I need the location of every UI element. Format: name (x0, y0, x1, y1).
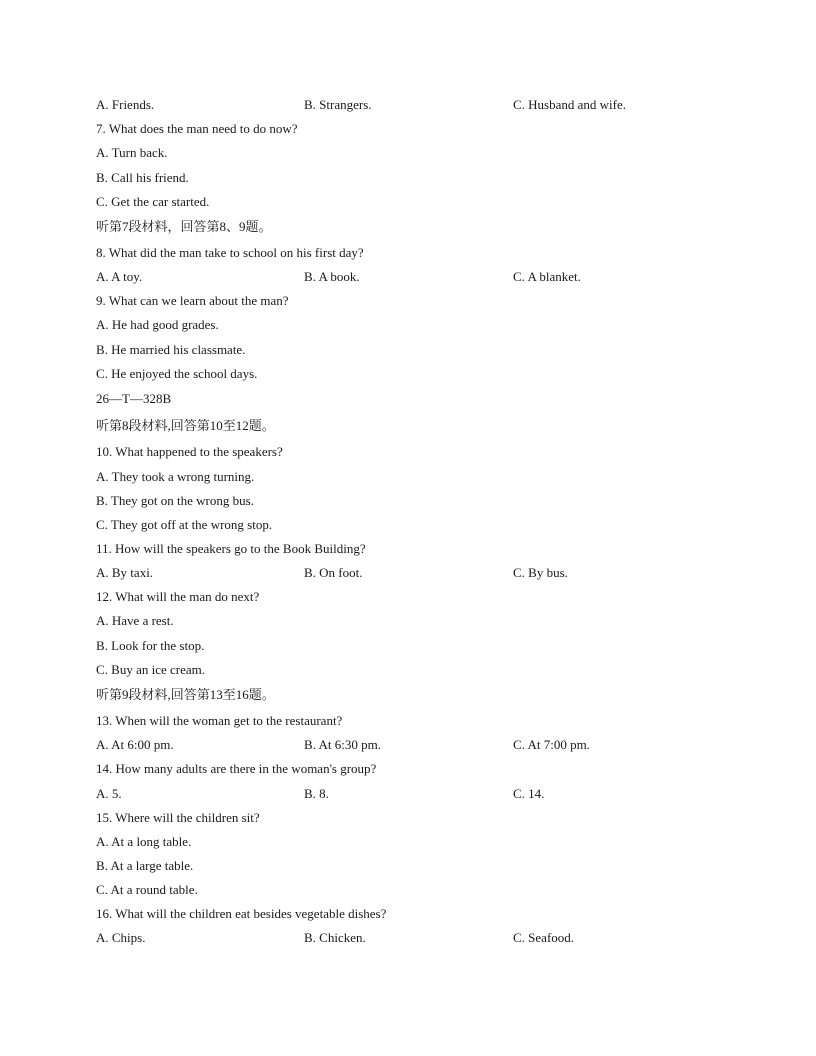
option-a: A. By taxi. (96, 565, 154, 580)
option-a: A. At 6:00 pm. (96, 737, 174, 752)
question-text: 12. What will the man do next? (96, 589, 260, 604)
question-text: 14. How many adults are there in the woman's group? (96, 761, 377, 776)
option-c: C. A blanket. (513, 269, 581, 284)
option-line: A. Have a rest. (96, 613, 174, 628)
question-text: 16. What will the children eat besides vegetable dishes? (96, 906, 387, 921)
code-line: 26—T—328B (96, 391, 172, 406)
question-text: 13. When will the woman get to the restaurant? (96, 713, 343, 728)
option-line: C. He enjoyed the school days. (96, 366, 258, 381)
question-text: 15. Where will the children sit? (96, 810, 260, 825)
option-line: C. Get the car started. (96, 194, 210, 209)
question-text: 10. What happened to the speakers? (96, 444, 283, 459)
question-text: 8. What did the man take to school on his first day? (96, 245, 364, 260)
option-c: C. 14. (513, 786, 545, 801)
option-row (96, 565, 736, 581)
option-a: A. A toy. (96, 269, 143, 284)
option-c: C. Seafood. (513, 930, 575, 945)
option-line: A. They took a wrong turning. (96, 469, 255, 484)
option-row (96, 97, 736, 113)
option-line: C. They got off at the wrong stop. (96, 517, 273, 532)
question-text: 11. How will the speakers go to the Book Building? (96, 541, 366, 556)
option-a: A. Chips. (96, 930, 146, 945)
option-line: B. At a large table. (96, 858, 194, 873)
option-b: B. Strangers. (304, 97, 372, 112)
option-b: B. 8. (304, 786, 329, 801)
option-c: C. By bus. (513, 565, 568, 580)
option-line: A. Turn back. (96, 145, 168, 160)
option-line: C. At a round table. (96, 882, 198, 897)
option-c: C. At 7:00 pm. (513, 737, 590, 752)
option-a: A. Friends. (96, 97, 155, 112)
option-c: C. Husband and wife. (513, 97, 627, 112)
option-row (96, 737, 736, 753)
option-line: B. Look for the stop. (96, 638, 205, 653)
option-line: C. Buy an ice cream. (96, 662, 206, 677)
option-b: B. On foot. (304, 565, 363, 580)
option-line: B. They got on the wrong bus. (96, 493, 254, 508)
option-b: B. Chicken. (304, 930, 366, 945)
option-b: B. A book. (304, 269, 360, 284)
section-instruction: 听第8段材料,回答第10至12题。 (96, 418, 275, 433)
option-a: A. 5. (96, 786, 122, 801)
option-line: A. He had good grades. (96, 317, 219, 332)
option-row (96, 269, 736, 285)
option-line: B. He married his classmate. (96, 342, 246, 357)
section-instruction: 听第9段材料,回答第13至16题。 (96, 687, 275, 702)
section-instruction: 听第7段材料，回答第8、9题。 (96, 219, 272, 234)
option-row (96, 930, 736, 946)
option-line: B. Call his friend. (96, 170, 189, 185)
question-text: 9. What can we learn about the man? (96, 293, 289, 308)
option-b: B. At 6:30 pm. (304, 737, 381, 752)
option-line: A. At a long table. (96, 834, 192, 849)
option-row (96, 786, 736, 802)
question-text: 7. What does the man need to do now? (96, 121, 298, 136)
